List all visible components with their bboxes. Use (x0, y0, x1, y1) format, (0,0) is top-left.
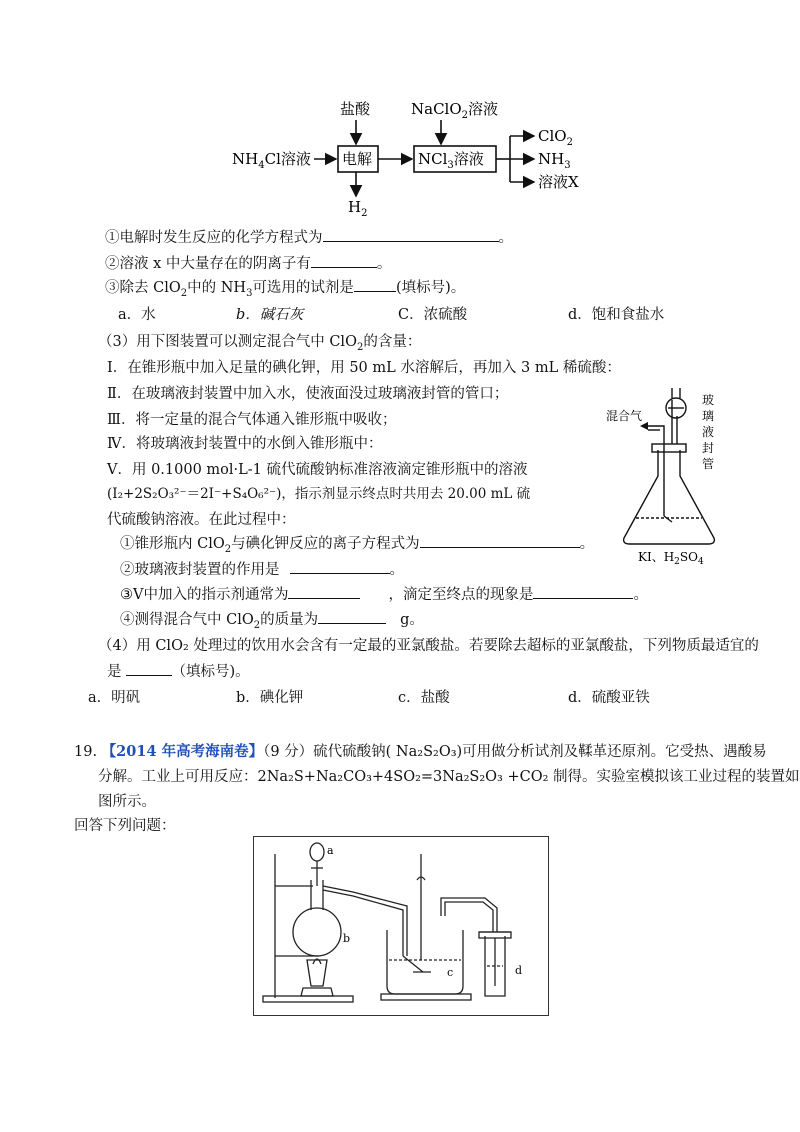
subscript: 2 (224, 543, 232, 555)
part4-line2 (107, 660, 250, 681)
q-text: ，滴定至终点的现象是 (388, 587, 534, 603)
p4-option-c: c．盐酸 (398, 690, 450, 706)
seal-label-5: 管 (702, 457, 715, 471)
answer-blank[interactable] (290, 559, 390, 574)
q19-line3: 图所示。 (98, 794, 156, 810)
flask-apparatus-figure (606, 386, 736, 564)
q19-number: 19. (74, 744, 98, 760)
part4-line1: （4）用 ClO₂ 处理过的饮用水会含有一定最的亚氯酸盐。若要除去超标的亚氯酸盐，下列物质最适宜的 (98, 638, 759, 654)
q-period: 。 (389, 562, 404, 578)
q19-line2: 分解。工业上可用反应：2Na₂S+Na₂CO₃+4SO₂=3Na₂S₂O₃ +CO₂ 制得。实验室模拟该工业过程的装置如 (98, 769, 800, 785)
q-text: 可选用的试剂是 (252, 280, 354, 296)
q-text: 是 (107, 664, 122, 680)
answer-blank[interactable] (420, 533, 580, 548)
part3-intro (98, 330, 421, 353)
q19-text: （9 分）硫代硫酸钠( Na₂S₂O₃)可用做分析试剂及鞣革还原剂。它受热、遇酸易 (263, 744, 767, 760)
step-1: Ⅰ．在锥形瓶中加入足量的碘化钾，用 50 mL 水溶解后，再加入 3 mL 稀硫酸： (107, 360, 621, 376)
subscript: 2 (180, 287, 188, 299)
p4-option-d: d．硫酸亚铁 (568, 690, 650, 706)
flow-hcl-label: 盐酸 (340, 100, 371, 118)
q-period: 。 (579, 536, 595, 552)
p4-option-a: a．明矾 (88, 690, 141, 706)
q-anions (105, 252, 391, 273)
flowchart-diagram (228, 96, 588, 218)
q-text: ①锥形瓶内 ClO (120, 536, 225, 552)
label-c: c (447, 966, 454, 979)
option-d: d．饱和食盐水 (568, 307, 665, 323)
option-c: C．浓硫酸 (398, 307, 468, 323)
label-d: d (515, 964, 523, 977)
label-b: b (343, 932, 351, 945)
q-text: (填标号)。 (395, 280, 466, 296)
step-4: Ⅳ．将玻璃液封装置中的水倒入锥形瓶中： (107, 436, 383, 452)
q-unit: g。 (400, 612, 424, 628)
step-2: Ⅱ．在玻璃液封装置中加入水，使液面没过玻璃液封管的管口； (107, 386, 509, 402)
flow-ncl3-label: NCl$_3$溶液 (418, 150, 484, 171)
subscript: 2 (356, 341, 364, 353)
q-text: ③Ⅴ中加入的指示剂通常为 (120, 587, 289, 603)
q-text: 的质量为 (260, 612, 319, 628)
subscript: 3 (246, 287, 253, 299)
q-text: ①电解时发生反应的化学方程式为 (105, 230, 323, 246)
flow-clo2-label: ClO$_2$ (538, 127, 573, 148)
answer-blank[interactable] (126, 661, 172, 676)
flask-contents-label: KI、$H_2SO_4$ (638, 550, 704, 564)
seal-label-3: 液 (702, 425, 715, 439)
seal-label-1: 玻 (702, 393, 715, 407)
step-5-line3: 代硫酸钠溶液。在此过程中： (107, 512, 296, 528)
flow-naclo2-label: NaClO$_2$溶液 (411, 100, 499, 121)
q-text: ④测得混合气中 ClO (120, 612, 254, 628)
q19-line1 (74, 740, 767, 761)
q-text: 与碘化钾反应的离子方程式为 (231, 536, 420, 552)
q-period: 。 (498, 230, 513, 246)
step-3: Ⅲ．将一定量的混合气体通入锥形瓶中吸收； (107, 412, 397, 428)
subscript: 2 (253, 619, 261, 631)
option-b: b．碱石灰 (236, 307, 304, 323)
q-text: （填标号)。 (171, 664, 250, 680)
flow-h2-label: $H_2$ (348, 198, 368, 218)
answer-blank[interactable] (311, 253, 377, 268)
subq-ionic-equation (120, 532, 594, 555)
q-text: 中的 NH (187, 280, 247, 296)
gas-label: 混合气 (606, 409, 643, 423)
answer-blank[interactable] (323, 227, 499, 242)
q-text: （3）用下图装置可以测定混合气中 ClO (98, 334, 357, 350)
flow-nh4cl-label: $NH_4Cl$溶液 (232, 150, 311, 171)
label-a: a (327, 844, 334, 857)
flow-electrolysis-label: 电解 (342, 150, 373, 168)
answer-blank[interactable] (354, 277, 396, 292)
p4-option-b: b．碘化钾 (236, 690, 304, 706)
flow-solx-label: 溶液X (538, 173, 579, 191)
step-5-line2: (I₂+2S₂O₃²⁻＝2I⁻+S₄O₆²⁻)，指示剂显示终点时共用去 20.00 mL 硫 (107, 486, 531, 502)
answer-blank[interactable] (288, 584, 360, 599)
q-period: 。 (633, 587, 648, 603)
q-text: ②溶液 x 中大量存在的阴离子有 (105, 256, 311, 272)
q-period: 。 (376, 256, 392, 272)
subq-indicator (120, 583, 648, 604)
subq-seal-function (120, 558, 404, 579)
answer-blank[interactable] (533, 584, 633, 599)
q19-apparatus-figure (253, 836, 549, 1016)
option-a: a．水 (118, 307, 156, 323)
q-text: ③除去 ClO (105, 280, 181, 296)
answer-blank[interactable] (318, 609, 386, 624)
flow-nh3-label: $NH_3$ (538, 150, 571, 171)
q-electrolysis-equation (105, 226, 513, 247)
q-remove-nh3 (105, 276, 465, 299)
step-5-line1: Ⅴ．用 0.1000 mol·L-1 硫代硫酸钠标准溶液滴定锥形瓶中的溶液 (107, 462, 528, 478)
q-text: ②玻璃液封装置的作用是 (120, 562, 280, 578)
answer-prompt: 回答下列问题： (74, 818, 176, 834)
subq-mass (120, 608, 424, 631)
seal-label-2: 璃 (702, 409, 715, 423)
q-text: 的含量： (363, 334, 422, 350)
seal-label-4: 封 (702, 441, 715, 455)
q19-source-tag: 【2014 年高考海南卷】 (101, 743, 264, 760)
